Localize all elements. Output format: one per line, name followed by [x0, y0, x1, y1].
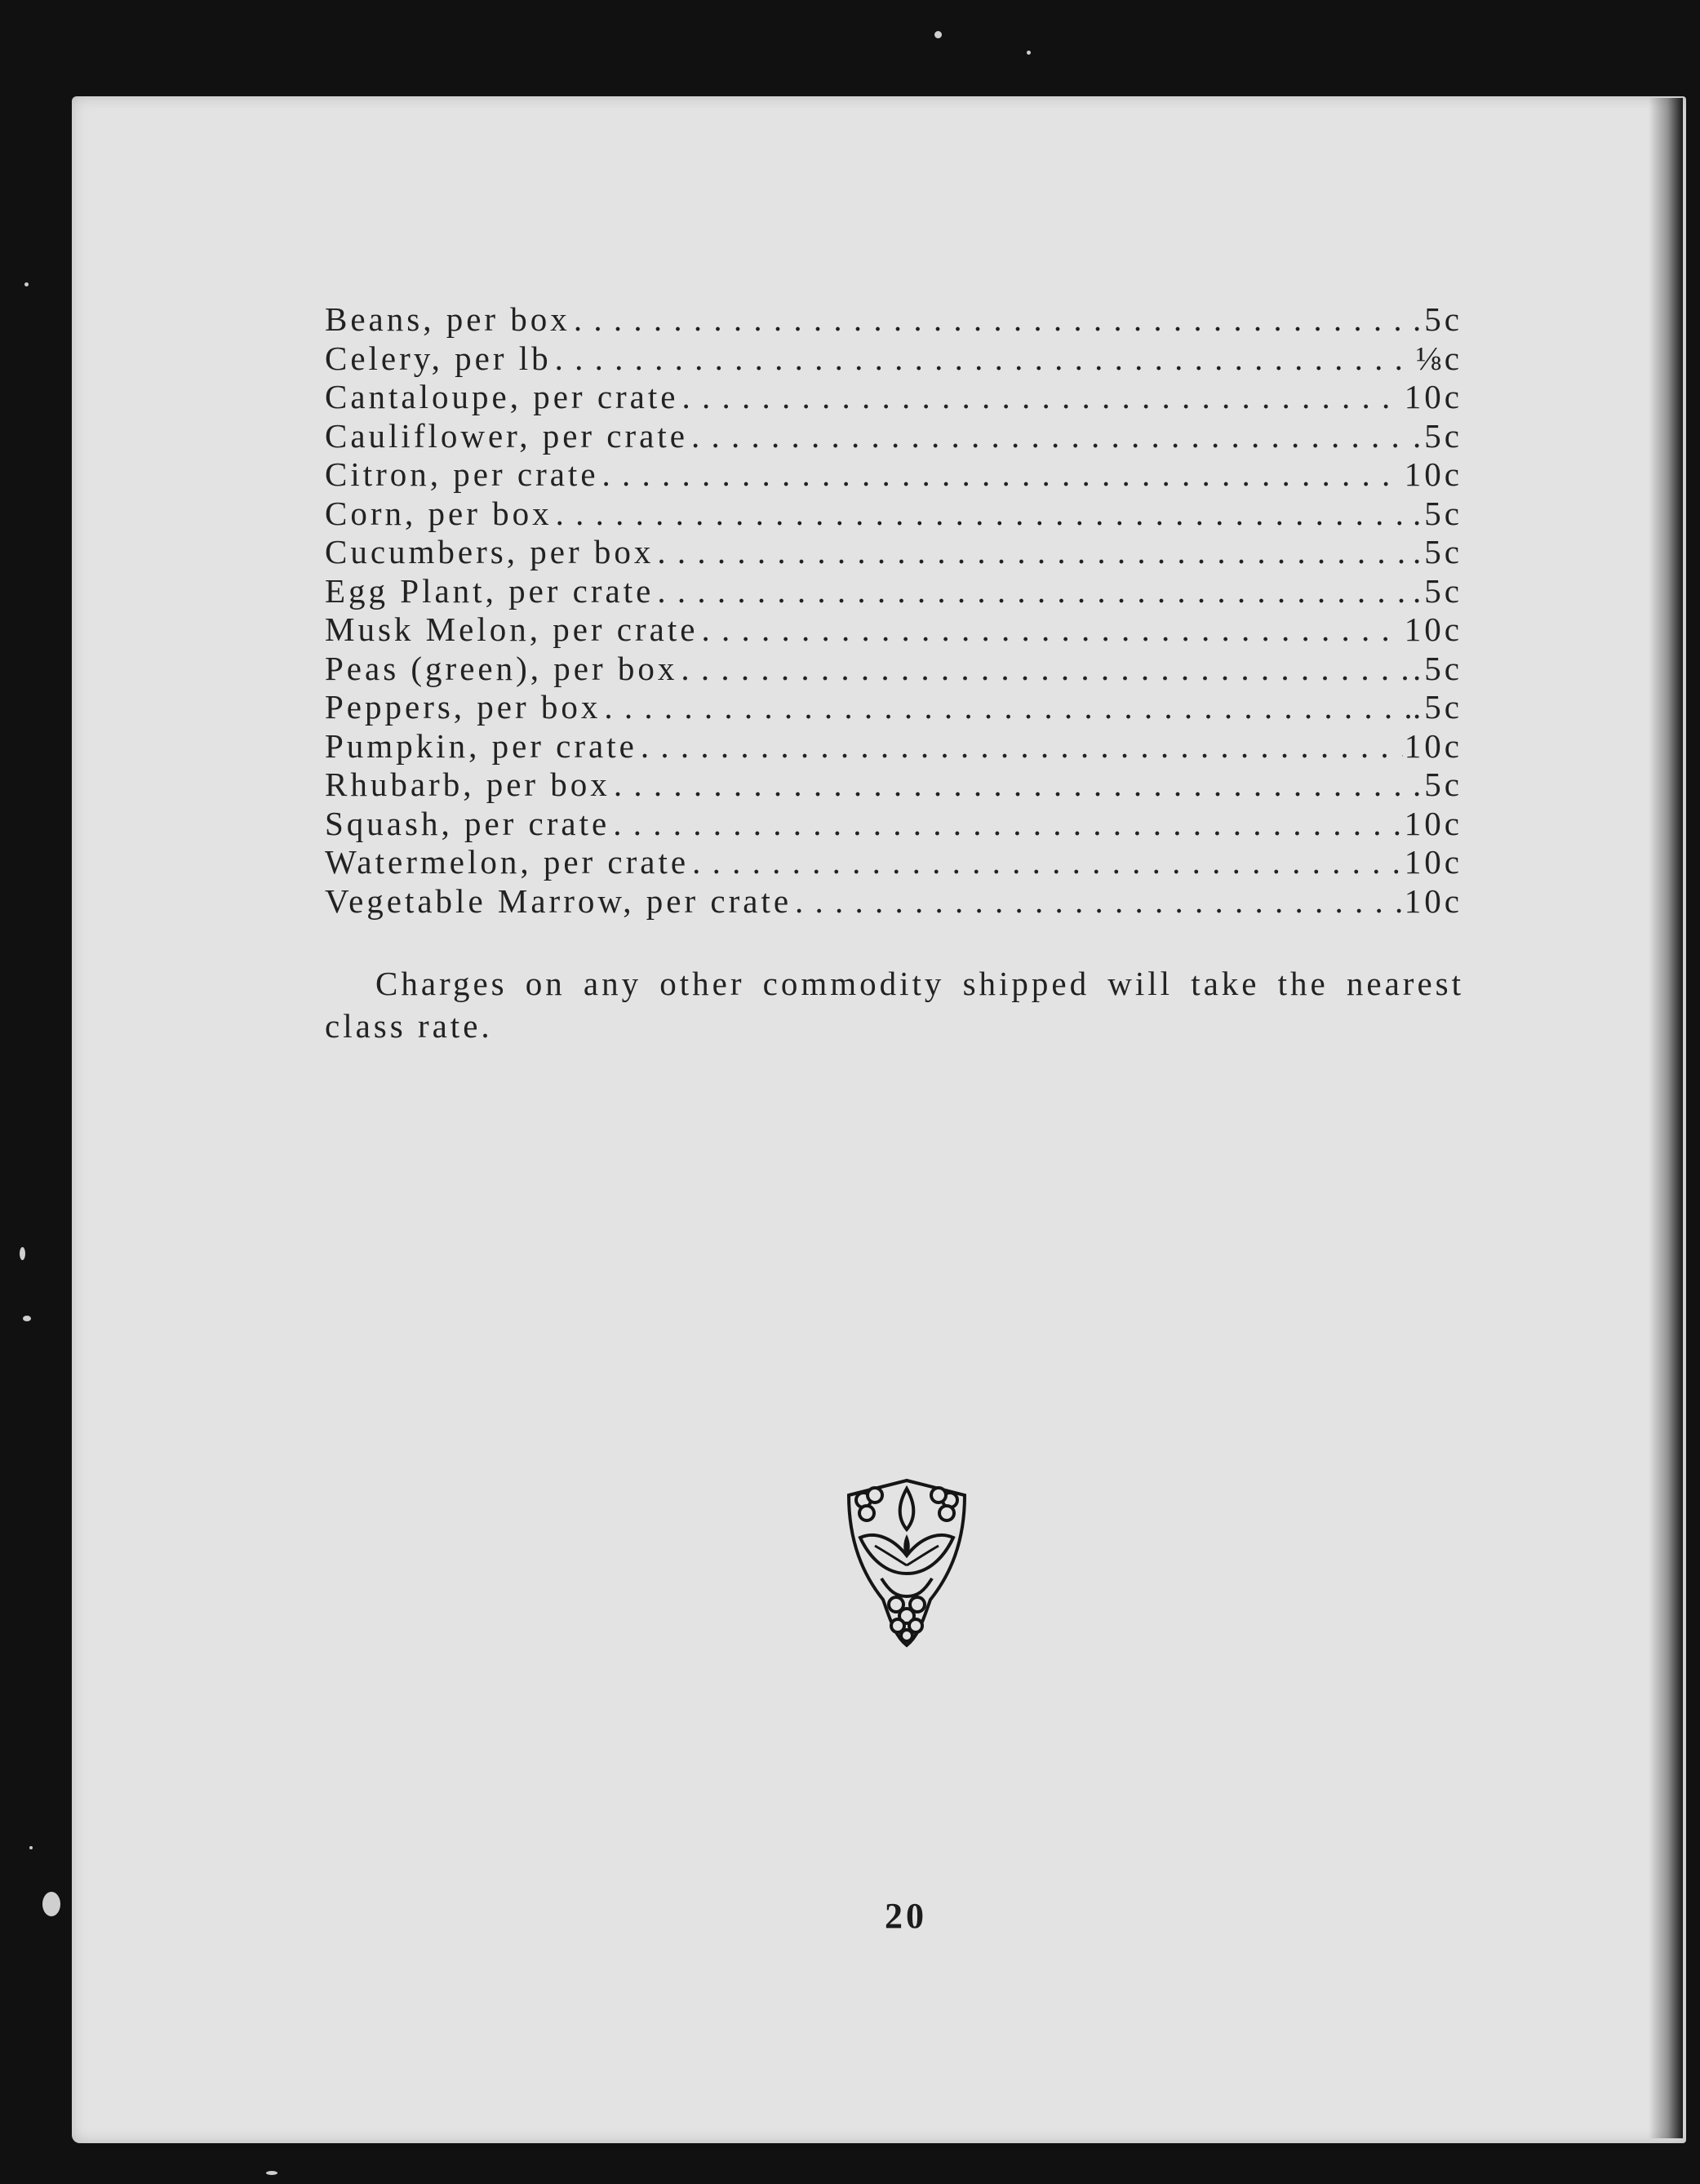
- rate-value: .5c: [1413, 416, 1463, 455]
- rate-row: [325, 417, 1463, 456]
- dot-leader: [681, 378, 1402, 417]
- rate-row: [325, 727, 1463, 766]
- rate-value: .5c: [1413, 571, 1463, 610]
- scan-speck: [1027, 51, 1031, 55]
- rate-row: [325, 882, 1463, 921]
- rate-item-label: Cantaloupe, per crate: [325, 378, 679, 415]
- rate-item-label: Pumpkin, per crate: [325, 726, 637, 765]
- rate-item-label: Peas (green), per box: [325, 649, 678, 687]
- rate-value: .5c: [1413, 766, 1463, 803]
- dot-leader: [574, 300, 1411, 340]
- rate-value: 10c: [1404, 804, 1463, 842]
- rate-value: 10c: [1404, 378, 1463, 415]
- rate-row: [325, 455, 1463, 495]
- dot-leader: [641, 727, 1403, 766]
- rate-item-label: Beans, per box: [325, 300, 570, 338]
- rate-value: 10c: [1404, 881, 1463, 920]
- rate-row: [325, 805, 1463, 844]
- rate-value: .5c: [1413, 688, 1463, 726]
- page-number: 20: [885, 1896, 927, 1936]
- rate-row: [325, 650, 1463, 689]
- dot-leader: [555, 340, 1414, 379]
- scan-speck: [934, 31, 942, 38]
- rate-row: [325, 610, 1463, 650]
- rate-item-label: Vegetable Marrow, per crate: [325, 881, 792, 920]
- dot-leader: [681, 650, 1411, 689]
- rate-item-label: Watermelon, per crate: [325, 843, 690, 881]
- rate-row: [325, 495, 1463, 534]
- rate-row: [325, 378, 1463, 417]
- rate-value: .5c: [1413, 533, 1463, 570]
- rate-row: [325, 843, 1463, 882]
- class-rate-note: Charges on any other commodity shipped will take the nearest class rate.: [325, 965, 1464, 1045]
- rate-value: 10c: [1404, 726, 1463, 765]
- rate-item-label: Cucumbers, per box: [325, 533, 655, 570]
- rate-item-label: Citron, per crate: [325, 455, 599, 493]
- rate-value: 10c: [1404, 610, 1463, 648]
- rate-value: 10c: [1404, 843, 1463, 881]
- dot-leader: [614, 766, 1411, 805]
- rate-item-label: Cauliflower, per crate: [325, 416, 688, 455]
- rate-item-label: Egg Plant, per crate: [325, 571, 655, 610]
- grape-leaf-ornament-icon: [842, 1477, 971, 1650]
- dot-leader: [602, 455, 1403, 495]
- dot-leader: [556, 495, 1411, 534]
- scan-speck: [24, 282, 29, 286]
- rate-row: [325, 533, 1463, 572]
- page-edge-shadow: [1649, 98, 1683, 2138]
- scan-speck: [20, 1247, 25, 1260]
- dot-leader: [657, 533, 1411, 572]
- dot-leader: [604, 688, 1411, 727]
- rate-item-label: Celery, per lb: [325, 339, 552, 377]
- rate-item-label: Corn, per box: [325, 494, 553, 532]
- rate-value: .5c: [1413, 494, 1463, 532]
- rate-row: [325, 572, 1463, 611]
- rate-value: 10c: [1404, 455, 1463, 493]
- rate-row: [325, 340, 1463, 379]
- dot-leader: [657, 572, 1411, 611]
- scan-speck: [23, 1316, 31, 1321]
- rate-value: .5c: [1413, 300, 1463, 338]
- scan-speck: [29, 1846, 33, 1849]
- dot-leader: [613, 805, 1403, 844]
- dot-leader: [701, 610, 1402, 650]
- rate-row: [325, 300, 1463, 340]
- rate-item-label: Musk Melon, per crate: [325, 610, 699, 648]
- rate-row: [325, 688, 1463, 727]
- rate-item-label: Squash, per crate: [325, 804, 610, 842]
- scan-speck: [266, 2171, 277, 2175]
- rate-value: .5c: [1413, 649, 1463, 687]
- scan-speck: [42, 1892, 60, 1916]
- rate-value: ⅛c: [1416, 339, 1463, 377]
- rate-item-label: Peppers, per box: [325, 688, 601, 726]
- dot-leader: [795, 882, 1403, 921]
- rate-item-label: Rhubarb, per box: [325, 766, 610, 803]
- freight-rate-list: [325, 300, 1463, 921]
- dot-leader: [691, 417, 1411, 456]
- rate-row: [325, 766, 1463, 805]
- dot-leader: [692, 843, 1403, 882]
